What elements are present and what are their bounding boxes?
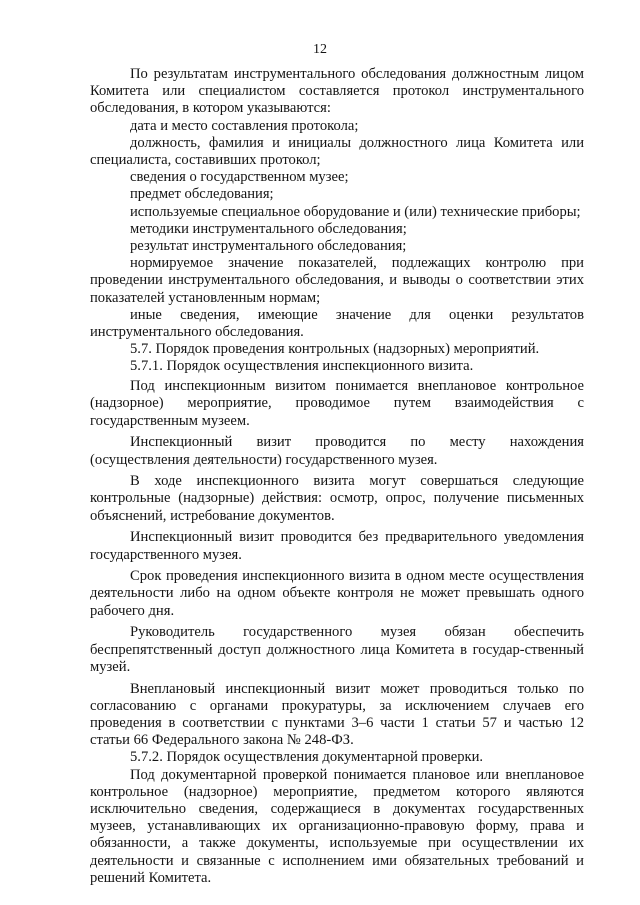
paragraph-visit-location: Инспекционный визит проводится по месту нахождения (осуществления деятельности) государственного музея. <box>90 434 584 468</box>
section-heading-5-7: 5.7. Порядок проведения контрольных (надзорных) мероприятий. <box>130 341 540 358</box>
list-item-subject: предмет обследования; <box>130 186 274 203</box>
paragraph-visit-definition: Под инспекционным визитом понимается внеплановое контрольное (надзорное) мероприятие, проводимое путем взаимодействия с государственным музеем. <box>90 378 584 429</box>
page-number: 12 <box>313 42 327 57</box>
list-item-methods: методики инструментального обследования; <box>130 220 407 237</box>
paragraph-visit-actions: В ходе инспекционного визита могут совершаться следующие контрольные (надзорные) действия: осмотр, опрос, получение письменных объяснений, истребование документов. <box>90 473 584 524</box>
list-item-date-place: дата и место составления протокола; <box>130 117 359 134</box>
list-item-other-info: иные сведения, имеющие значение для оценки результатов инструментального обследования. <box>90 306 584 341</box>
paragraph-visit-no-notice: Инспекционный визит проводится без предварительного уведомления государственного музея. <box>90 529 584 563</box>
list-item-normative-values: нормируемое значение показателей, подлежащих контролю при проведении инструментального обследования, и выводы о соответствии этих показателей установленным нормам; <box>90 255 584 306</box>
list-item-equipment: используемые специальное оборудование и (или) технические приборы; <box>130 203 581 220</box>
list-item-position-name: должность, фамилия и инициалы должностного лица Комитета или специалиста, составивших протокол; <box>90 134 584 169</box>
paragraph-unscheduled-visit: Внеплановый инспекционный визит может проводиться только по согласованию с органами прокуратуры, за исключением случаев его проведения в соответствии с пунктами 3–6 части 1 статьи 57 и частью 12 статьи 66 Федерального закона № 248-ФЗ. <box>90 680 584 749</box>
section-heading-5-7-2: 5.7.2. Порядок осуществления документарной проверки. <box>130 749 484 766</box>
list-item-result: результат инструментального обследования; <box>130 238 407 255</box>
paragraph-documentary-check: Под документарной проверкой понимается плановое или внеплановое контрольное (надзорное) мероприятие, предметом которого являются исключительно сведения, содержащиеся в документах государственных музеев, устанавливающих их организационно-правовую форму, права и обязанности, а также документы, используемые при осуществлении их деятельности и связанные с исполнением ими обязательных требований и решений Комитета. <box>90 766 584 886</box>
list-item-museum-info: сведения о государственном музее; <box>130 169 349 186</box>
document-body <box>90 66 584 887</box>
section-heading-5-7-1: 5.7.1. Порядок осуществления инспекционного визита. <box>130 358 474 375</box>
paragraph-visit-duration: Срок проведения инспекционного визита в одном месте осуществления деятельности либо на одном объекте контроля не может превышать одного рабочего дня. <box>90 568 584 619</box>
paragraph-director-access: Руководитель государственного музея обязан обеспечить беспрепятственный доступ должностного лица Комитета в государ-ственный музей. <box>90 624 584 675</box>
paragraph-protocol-intro: По результатам инструментального обследования должностным лицом Комитета или специалистом составляется протокол инструментального обследования, в котором указываются: <box>90 66 584 117</box>
